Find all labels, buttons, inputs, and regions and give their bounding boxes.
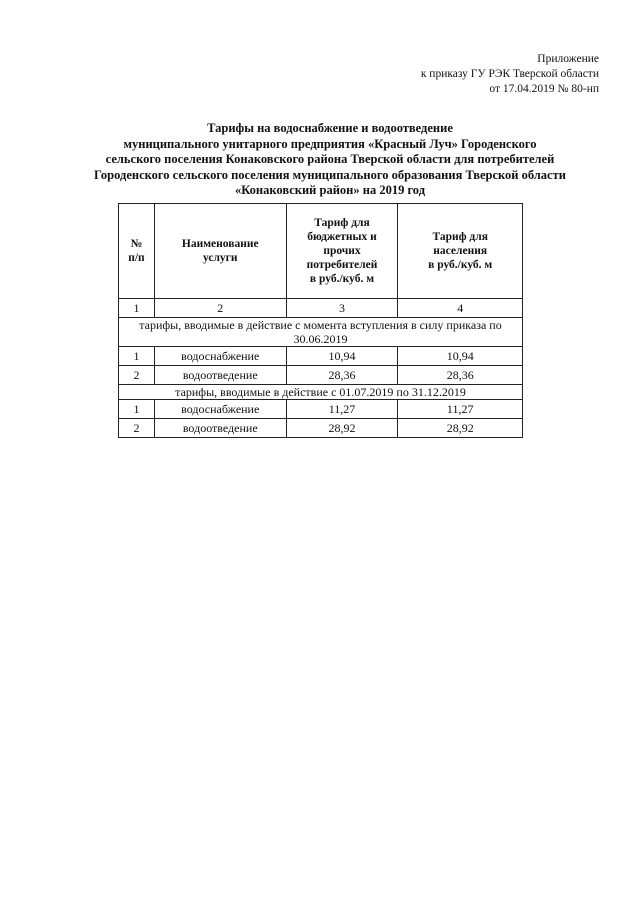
- document-title: [60, 121, 600, 199]
- table-row: [119, 419, 523, 438]
- column-number: 3: [286, 299, 398, 318]
- period-label: тарифы, вводимые в действие с момента вступления в силу приказа по 30.06.2019: [119, 318, 523, 347]
- row-budget-tariff: 11,27: [286, 400, 398, 419]
- header-population-tariff: Тариф для населения в руб./куб. м: [398, 204, 523, 299]
- title-line-5: «Конаковский район» на 2019 год: [234, 183, 426, 197]
- row-num: 1: [119, 347, 155, 366]
- column-number: 4: [398, 299, 523, 318]
- row-population-tariff: 10,94: [398, 347, 523, 366]
- header-num: № п/п: [119, 204, 155, 299]
- column-number-row: [119, 299, 523, 318]
- row-num: 2: [119, 419, 155, 438]
- period-label: тарифы, вводимые в действие с 01.07.2019 по 31.12.2019: [119, 385, 523, 400]
- row-service: водоотведение: [154, 366, 286, 385]
- row-num: 1: [119, 400, 155, 419]
- row-service: водоснабжение: [154, 400, 286, 419]
- period-row: [119, 385, 523, 400]
- appendix-line-1: Приложение: [537, 53, 599, 65]
- row-population-tariff: 11,27: [398, 400, 523, 419]
- title-line-2: муниципального унитарного предприятия «Красный Луч» Городенского: [123, 136, 537, 151]
- row-service: водоснабжение: [154, 347, 286, 366]
- row-budget-tariff: 28,92: [286, 419, 398, 438]
- title-line-1: Тарифы на водоснабжение и водоотведение: [207, 121, 453, 135]
- row-population-tariff: 28,92: [398, 419, 523, 438]
- header-service: Наименование услуги: [154, 204, 286, 299]
- table-header-row: [119, 204, 523, 299]
- appendix-line-3: от 17.04.2019 № 80-нп: [489, 83, 599, 95]
- row-budget-tariff: 10,94: [286, 347, 398, 366]
- row-budget-tariff: 28,36: [286, 366, 398, 385]
- table-row: [119, 347, 523, 366]
- column-number: 2: [154, 299, 286, 318]
- appendix-line-2: к приказу ГУ РЭК Тверской области: [420, 68, 599, 80]
- title-line-4: Городенского сельского поселения муниципального образования Тверской области: [94, 167, 566, 182]
- header-budget-tariff: Тариф для бюджетных и прочих потребителей в руб./куб. м: [286, 204, 398, 299]
- table-row: [119, 400, 523, 419]
- title-line-3: сельского поселения Конаковского района Тверской области для потребителей: [105, 152, 555, 166]
- appendix-note: [339, 52, 599, 97]
- table-row: [119, 366, 523, 385]
- period-row: [119, 318, 523, 347]
- row-service: водоотведение: [154, 419, 286, 438]
- row-population-tariff: 28,36: [398, 366, 523, 385]
- row-num: 2: [119, 366, 155, 385]
- column-number: 1: [119, 299, 155, 318]
- tariff-table: [118, 203, 523, 438]
